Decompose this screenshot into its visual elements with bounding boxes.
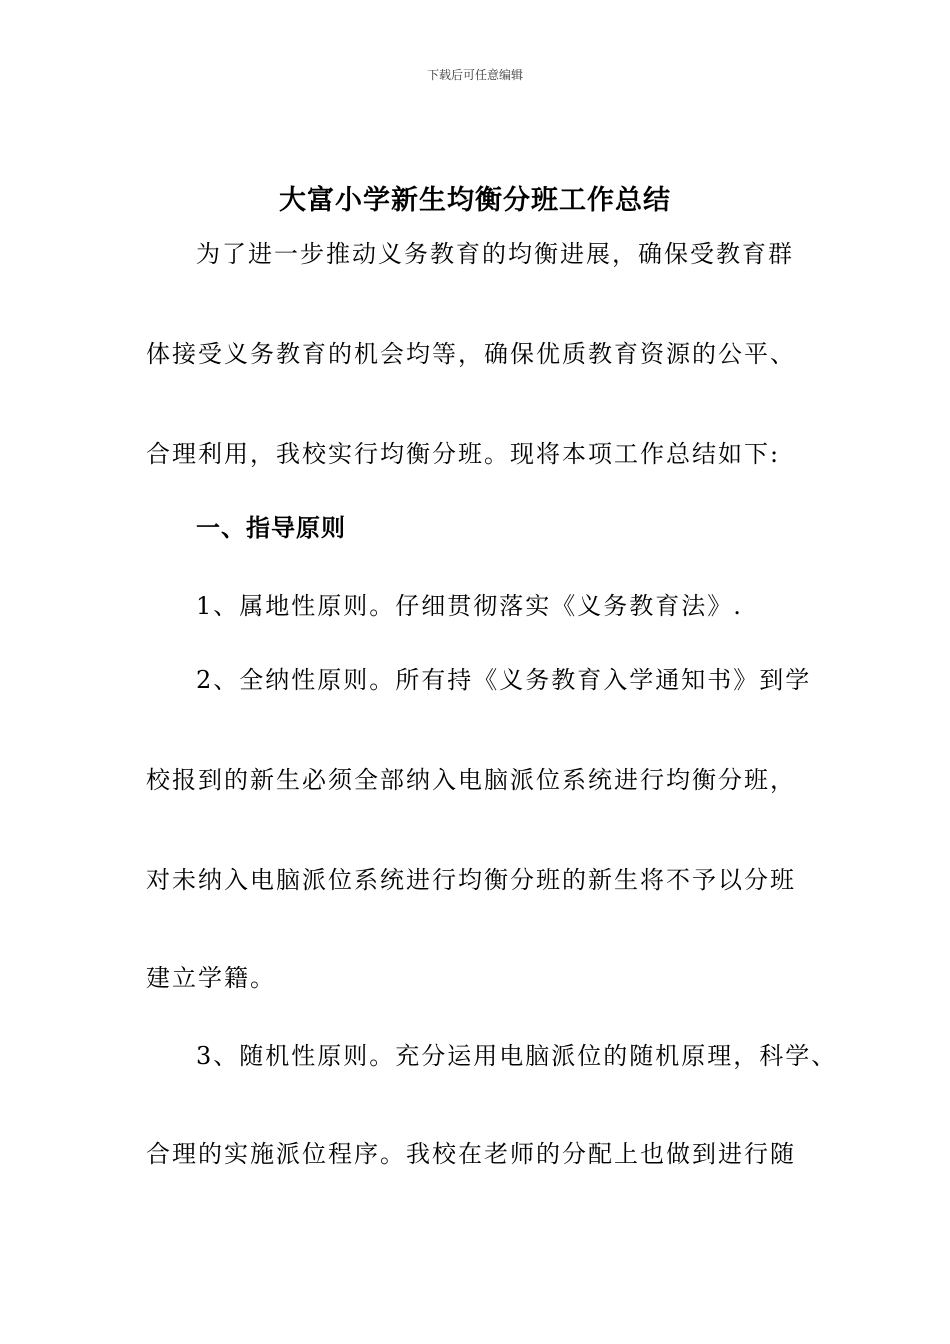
header-note: 下载后可任意编辑: [426, 68, 523, 82]
paragraph-line: 建立学籍。: [146, 964, 276, 992]
paragraph-line: 合理的实施派位程序。我校在老师的分配上也做到进行随: [146, 1140, 796, 1168]
paragraph-line: 1、属地性原则。仔细贯彻落实《义务教育法》.: [196, 592, 743, 620]
paragraph-line: 校报到的新生必须全部纳入电脑派位系统进行均衡分班，: [146, 766, 796, 794]
paragraph-line: 体接受义务教育的机会均等，确保优质教育资源的公平、: [146, 340, 796, 368]
paragraph-line: 2、全纳性原则。所有持《义务教育入学通知书》到学: [196, 666, 812, 694]
paragraph-line: 对未纳入电脑派位系统进行均衡分班的新生将不予以分班: [146, 866, 796, 894]
document-title: 大富小学新生均衡分班工作总结: [279, 185, 671, 216]
paragraph-line: 3、随机性原则。充分运用电脑派位的随机原理，科学、: [196, 1042, 838, 1070]
paragraph-line: 为了进一步推动义务教育的均衡进展，确保受教育群: [196, 240, 794, 268]
paragraph-line: 合理利用，我校实行均衡分班。现将本项工作总结如下:: [146, 440, 781, 468]
section-heading: 一、指导原则: [196, 514, 346, 542]
